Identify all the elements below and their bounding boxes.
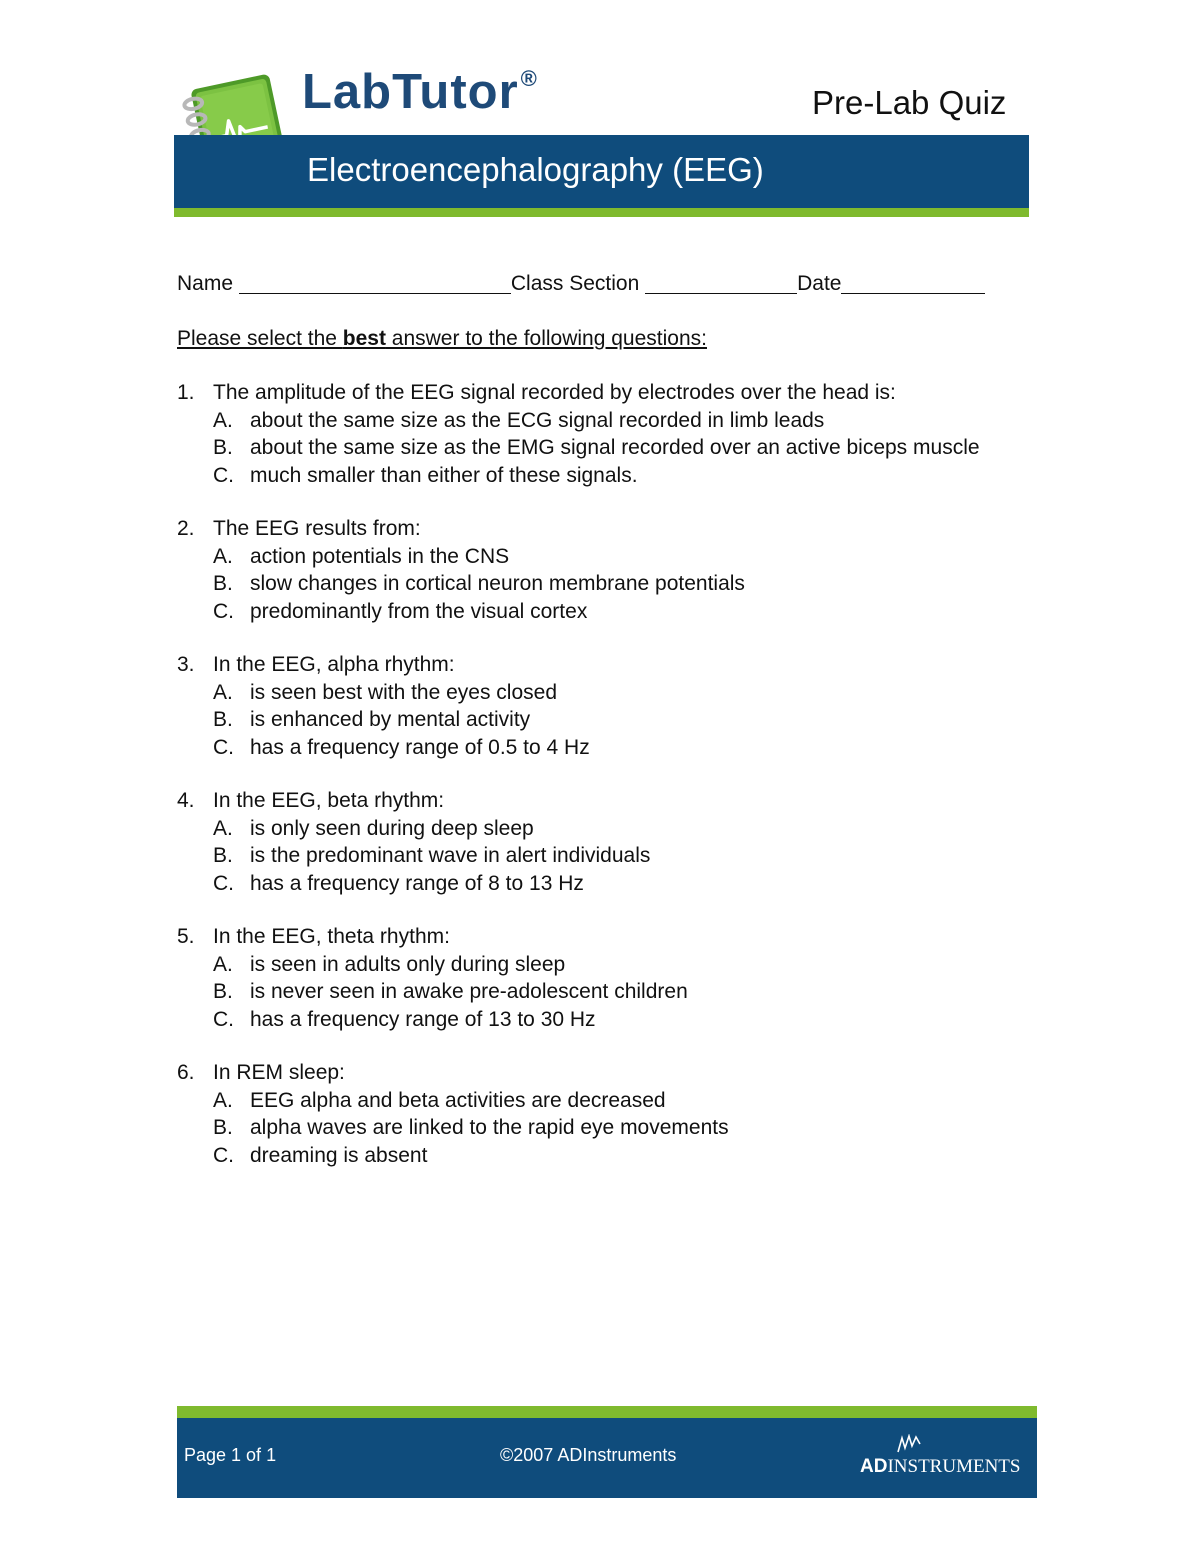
question-5 [177, 923, 1027, 1033]
page-title: Electroencephalography (EEG) [307, 151, 764, 188]
option-b[interactable]: B. alpha waves are linked to the rapid eye movements [213, 1116, 729, 1139]
name-field[interactable] [239, 271, 511, 294]
class-section-field[interactable] [645, 271, 797, 294]
question-text: The EEG results from: [213, 517, 421, 540]
class-section-label: Class Section [510, 272, 640, 295]
instruction: Please select the best answer to the following questions: [177, 327, 707, 350]
document-type: Pre-Lab Quiz [812, 84, 1007, 121]
footer-stripe [177, 1406, 1037, 1418]
adinstruments-logo: ADINSTRUMENTS [860, 1434, 1030, 1484]
footer [177, 1418, 1037, 1498]
question-text: In the EEG, beta rhythm: [213, 789, 445, 812]
option-b[interactable]: B. is enhanced by mental activity [213, 708, 531, 731]
question-number: 5. [177, 925, 195, 948]
question-text: In the EEG, theta rhythm: [213, 925, 450, 948]
option-b[interactable]: B. is never seen in awake pre-adolescent children [213, 980, 688, 1003]
option-c[interactable]: C. predominantly from the visual cortex [213, 599, 588, 623]
option-c[interactable]: C. has a frequency range of 8 to 13 Hz [213, 871, 584, 895]
name-label: Name [177, 272, 234, 295]
option-a[interactable]: A. action potentials in the CNS [213, 544, 510, 568]
question-4 [177, 787, 1027, 897]
waveform-mark-icon [896, 1434, 922, 1454]
question-number: 3. [177, 653, 195, 676]
option-c[interactable]: C. much smaller than either of these signals. [213, 463, 638, 487]
option-c[interactable]: C. dreaming is absent [213, 1143, 428, 1167]
question-3 [177, 651, 1027, 761]
title-stripe [174, 208, 1029, 217]
question-text: The amplitude of the EEG signal recorded by electrodes over the head is: [213, 381, 896, 404]
question-2 [177, 515, 1027, 625]
question-number: 4. [177, 789, 195, 812]
question-list [177, 379, 1027, 1195]
option-a[interactable]: A. is only seen during deep sleep [213, 816, 534, 840]
question-text: In REM sleep: [213, 1061, 345, 1084]
option-b[interactable]: B. slow changes in cortical neuron membrane potentials [213, 572, 745, 595]
option-a[interactable]: A. EEG alpha and beta activities are decreased [213, 1088, 666, 1112]
copyright: ©2007 ADInstruments [500, 1445, 677, 1465]
question-number: 2. [177, 517, 195, 540]
question-number: 6. [177, 1061, 195, 1084]
date-field[interactable] [841, 271, 985, 294]
option-c[interactable]: C. has a frequency range of 13 to 30 Hz [213, 1007, 596, 1031]
option-a[interactable]: A. is seen best with the eyes closed [213, 680, 558, 704]
option-b[interactable]: B. about the same size as the EMG signal recorded over an active biceps muscle [213, 436, 980, 459]
brand-logo: LabTutor® [302, 65, 538, 119]
question-1 [177, 379, 1027, 489]
page-number: Page 1 of 1 [184, 1445, 277, 1465]
student-info-line [177, 271, 985, 296]
option-a[interactable]: A. is seen in adults only during sleep [213, 952, 566, 976]
question-text: In the EEG, alpha rhythm: [213, 653, 455, 676]
option-c[interactable]: C. has a frequency range of 0.5 to 4 Hz [213, 735, 590, 759]
date-label: Date [797, 272, 842, 295]
header [0, 0, 1200, 230]
question-6 [177, 1059, 1027, 1169]
question-number: 1. [177, 381, 195, 404]
option-b[interactable]: B. is the predominant wave in alert individuals [213, 844, 651, 867]
option-a[interactable]: A. about the same size as the ECG signal recorded in limb leads [213, 408, 825, 432]
